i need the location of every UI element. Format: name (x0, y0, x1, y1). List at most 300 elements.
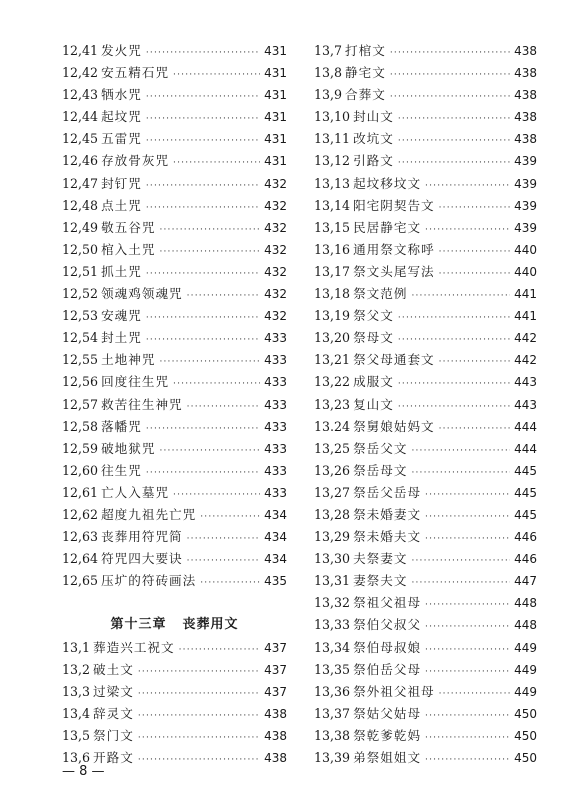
toc-entry (62, 128, 287, 150)
entry-page-number: 450 (514, 706, 537, 721)
entry-page-number: 433 (264, 375, 287, 390)
entry-title: 祭外祖父祖母 (353, 683, 435, 699)
entry-page-number: 438 (514, 88, 537, 103)
dot-leader (411, 440, 510, 462)
toc-entry (314, 614, 537, 636)
entry-title: 民居静宅文 (353, 219, 422, 235)
entry-page-number: 449 (514, 684, 537, 699)
toc-entry (62, 725, 287, 747)
dot-leader (146, 108, 260, 130)
chapter-title: 丧葬用文 (182, 617, 239, 633)
entry-page-number: 443 (514, 375, 537, 390)
entry-title: 祭舅娘姑妈文 (353, 418, 435, 434)
entry-page-number: 435 (264, 574, 287, 589)
entry-title: 引路文 (353, 153, 394, 169)
entry-page-number: 432 (264, 220, 287, 235)
toc-entry (314, 747, 537, 769)
dot-leader (425, 705, 510, 727)
toc-entry (314, 106, 537, 128)
entry-number: 13,3 (62, 683, 91, 699)
entry-number: 13,35 (314, 661, 351, 677)
entry-page-number: 432 (264, 176, 287, 191)
entry-number: 13,22 (314, 374, 351, 390)
entry-number: 12,56 (62, 374, 99, 390)
dot-leader (159, 351, 260, 373)
entry-title: 封山文 (353, 109, 394, 125)
dot-leader (146, 175, 260, 197)
entry-page-number: 433 (264, 331, 287, 346)
entry-title: 棺入土咒 (101, 241, 156, 257)
toc-entry (62, 305, 287, 327)
entry-title: 静宅文 (345, 65, 386, 81)
entry-page-number: 438 (264, 706, 287, 721)
entry-page-number: 432 (264, 198, 287, 213)
entry-page-number: 432 (264, 309, 287, 324)
entry-number: 12,46 (62, 153, 99, 169)
entry-page-number: 439 (514, 176, 537, 191)
dot-leader (439, 683, 510, 705)
entry-page-number: 446 (514, 552, 537, 567)
entry-page-number: 433 (264, 353, 287, 368)
dot-leader (138, 683, 260, 705)
toc-entry (62, 504, 287, 526)
entry-number: 12,61 (62, 484, 99, 500)
dot-leader (411, 572, 510, 594)
dot-leader (439, 263, 510, 285)
entry-number: 12,48 (62, 197, 99, 213)
entry-title: 亡人入墓咒 (101, 484, 170, 500)
dot-leader (398, 108, 510, 130)
entry-title: 点土咒 (101, 197, 142, 213)
entry-number: 13,26 (314, 462, 351, 478)
entry-page-number: 439 (514, 198, 537, 213)
entry-page-number: 441 (514, 309, 537, 324)
dot-leader (200, 572, 260, 594)
toc-entry (314, 40, 537, 62)
entry-title: 符咒四大要诀 (101, 551, 183, 567)
dot-leader (439, 197, 510, 219)
dot-leader (159, 219, 260, 241)
toc-entry (314, 504, 537, 526)
entry-page-number: 433 (264, 463, 287, 478)
entry-title: 通用祭文称呼 (353, 241, 435, 257)
dot-leader (173, 152, 260, 174)
entry-number: 12,64 (62, 551, 99, 567)
entry-number: 13,7 (314, 43, 343, 58)
dot-leader (187, 528, 260, 550)
entry-number: 13,19 (314, 308, 351, 324)
entry-number: 12,59 (62, 440, 99, 456)
entry-page-number: 444 (514, 419, 537, 434)
toc-entry (314, 128, 537, 150)
toc-entry (314, 659, 537, 681)
entry-number: 12,65 (62, 573, 99, 589)
toc-entry (314, 173, 537, 195)
entry-number: 13,27 (314, 484, 351, 500)
dot-leader (146, 42, 260, 64)
entry-title: 祭文范例 (353, 286, 408, 302)
toc-entry (314, 570, 537, 592)
dot-leader (398, 152, 510, 174)
toc-entry (314, 482, 537, 504)
dot-leader (146, 130, 260, 152)
entry-number: 12,63 (62, 529, 99, 545)
entry-page-number: 433 (264, 419, 287, 434)
entry-number: 12,60 (62, 462, 99, 478)
toc-entry (314, 681, 537, 703)
dot-leader (425, 175, 510, 197)
entry-number: 13,13 (314, 175, 351, 191)
toc-entry (62, 482, 287, 504)
entry-number: 12,49 (62, 219, 99, 235)
toc-entry (62, 526, 287, 548)
entry-title: 祭岳父岳母 (353, 484, 422, 500)
entry-title: 妻祭夫文 (353, 573, 408, 589)
entry-page-number: 431 (264, 44, 287, 58)
toc-entry (62, 195, 287, 217)
entry-number: 13,34 (314, 639, 351, 655)
entry-title: 祭乾爹乾妈 (353, 727, 422, 743)
entry-number: 13,25 (314, 440, 351, 456)
entry-number: 13,14 (314, 197, 351, 213)
entry-number: 13,37 (314, 705, 351, 721)
entry-title: 成服文 (353, 374, 394, 390)
entry-number: 12,45 (62, 131, 99, 147)
entry-page-number: 450 (514, 751, 537, 765)
entry-page-number: 438 (264, 751, 287, 765)
entry-title: 合葬文 (345, 87, 386, 103)
entry-page-number: 437 (264, 684, 287, 699)
entry-page-number: 439 (514, 220, 537, 235)
entry-number: 12,55 (62, 352, 99, 368)
toc-entry (62, 570, 287, 592)
dot-leader (159, 241, 260, 263)
toc-entry (62, 548, 287, 570)
entry-title: 丧葬用符咒简 (101, 529, 183, 545)
entry-number: 12,41 (62, 43, 99, 58)
entry-page-number: 438 (514, 110, 537, 125)
toc-entry (314, 725, 537, 747)
entry-title: 开路文 (93, 750, 134, 765)
toc-chapter-13-entries-continued (314, 40, 537, 769)
entry-number: 13,16 (314, 241, 351, 257)
entry-title: 抓土咒 (101, 263, 142, 279)
dot-leader (425, 727, 510, 749)
entry-title: 辞灵文 (93, 705, 134, 721)
entry-page-number: 431 (264, 88, 287, 103)
toc-entry (314, 261, 537, 283)
toc-entry (62, 394, 287, 416)
entry-title: 葬造兴工祝文 (93, 639, 175, 655)
dot-leader (146, 307, 260, 329)
entry-title: 祭未婚夫文 (353, 529, 422, 545)
toc-entry (62, 40, 287, 62)
entry-number: 13,12 (314, 153, 351, 169)
entry-page-number: 447 (514, 574, 537, 589)
entry-number: 13,38 (314, 727, 351, 743)
entry-number: 13,9 (314, 87, 343, 103)
entry-number: 12,53 (62, 308, 99, 324)
dot-leader (425, 528, 510, 550)
dot-leader (146, 86, 260, 108)
entry-title: 领魂鸡领魂咒 (101, 286, 183, 302)
dot-leader (439, 241, 510, 263)
entry-number: 12,58 (62, 418, 99, 434)
entry-number: 13,4 (62, 705, 91, 721)
entry-page-number: 432 (264, 287, 287, 302)
entry-title: 阳宅阴契告文 (353, 197, 435, 213)
entry-page-number: 445 (514, 485, 537, 500)
toc-entry (314, 305, 537, 327)
toc-entry (314, 349, 537, 371)
entry-title: 祭伯岳父母 (353, 661, 422, 677)
entry-title: 超度九祖先亡咒 (101, 506, 197, 522)
dot-leader (398, 329, 510, 351)
dot-leader (398, 396, 510, 418)
entry-title: 往生咒 (101, 462, 142, 478)
toc-chapter-13-entries (62, 637, 287, 770)
entry-title: 发火咒 (101, 43, 142, 58)
toc-entry (62, 283, 287, 305)
chapter-heading (62, 592, 287, 636)
toc-chapter-12-entries (62, 40, 287, 592)
entry-number: 13,23 (314, 396, 351, 412)
entry-title: 祭门文 (93, 727, 134, 743)
toc-entry (62, 62, 287, 84)
entry-number: 13,33 (314, 617, 351, 633)
entry-title: 祭姑父姑母 (353, 705, 422, 721)
dot-leader (425, 484, 510, 506)
entry-page-number: 438 (514, 132, 537, 147)
chapter-number: 第十三章 (110, 617, 167, 633)
entry-title: 五雷咒 (101, 131, 142, 147)
dot-leader (138, 661, 260, 683)
entry-page-number: 444 (514, 441, 537, 456)
dot-leader (425, 219, 510, 241)
entry-page-number: 438 (514, 44, 537, 58)
toc-entry (314, 592, 537, 614)
page-number-footer: — 8 — (62, 764, 105, 779)
entry-title: 落幡咒 (101, 418, 142, 434)
toc-left-column (62, 40, 287, 769)
entry-title: 救苦往生神咒 (101, 396, 183, 412)
dot-leader (439, 418, 510, 440)
dot-leader (398, 373, 510, 395)
dot-leader (425, 749, 510, 771)
toc-entry (314, 239, 537, 261)
entry-title: 起坟咒 (101, 109, 142, 125)
entry-number: 13,11 (314, 131, 351, 147)
toc-entry (62, 460, 287, 482)
toc-entry (62, 84, 287, 106)
entry-page-number: 434 (264, 552, 287, 567)
entry-number: 13,6 (62, 750, 91, 765)
dot-leader (425, 616, 510, 638)
entry-page-number: 438 (514, 66, 537, 81)
entry-title: 安魂咒 (101, 308, 142, 324)
entry-title: 敬五谷咒 (101, 219, 156, 235)
toc-entry (314, 416, 537, 438)
dot-leader (146, 418, 260, 440)
toc-entry (314, 703, 537, 725)
dot-leader (390, 42, 510, 64)
toc-entry (314, 283, 537, 305)
entry-title: 祭父母通套文 (353, 352, 435, 368)
toc-entry (62, 327, 287, 349)
entry-page-number: 431 (264, 154, 287, 169)
entry-number: 12,62 (62, 506, 99, 522)
entry-page-number: 446 (514, 530, 537, 545)
entry-page-number: 431 (264, 110, 287, 125)
toc-entry (62, 261, 287, 283)
toc-entry (314, 526, 537, 548)
entry-title: 回度往生咒 (101, 374, 170, 390)
dot-leader (390, 64, 510, 86)
entry-page-number: 445 (514, 507, 537, 522)
toc-entry (314, 637, 537, 659)
entry-page-number: 434 (264, 530, 287, 545)
entry-page-number: 438 (264, 728, 287, 743)
dot-leader (411, 550, 510, 572)
entry-number: 13,36 (314, 683, 351, 699)
entry-page-number: 449 (514, 640, 537, 655)
toc-entry (62, 416, 287, 438)
entry-number: 13,1 (62, 639, 91, 655)
entry-page-number: 440 (514, 264, 537, 279)
dot-leader (200, 506, 260, 528)
entry-number: 13,39 (314, 750, 351, 765)
dot-leader (411, 285, 510, 307)
entry-page-number: 432 (264, 242, 287, 257)
dot-leader (138, 749, 260, 771)
entry-title: 祭未婚妻文 (353, 506, 422, 522)
entry-number: 13,2 (62, 661, 91, 677)
entry-number: 13,20 (314, 330, 351, 346)
entry-title: 封土咒 (101, 330, 142, 346)
entry-page-number: 437 (264, 640, 287, 655)
entry-number: 12,54 (62, 330, 99, 346)
entry-title: 祭伯父叔父 (353, 617, 422, 633)
entry-number: 13,21 (314, 352, 351, 368)
entry-page-number: 433 (264, 441, 287, 456)
entry-title: 祭岳父文 (353, 440, 408, 456)
entry-number: 13,30 (314, 551, 351, 567)
toc-entry (62, 217, 287, 239)
entry-page-number: 433 (264, 397, 287, 412)
dot-leader (425, 594, 510, 616)
toc-entry (62, 659, 287, 681)
dot-leader (439, 351, 510, 373)
entry-number: 13,32 (314, 595, 351, 611)
entry-page-number: 450 (514, 728, 537, 743)
entry-page-number: 443 (514, 397, 537, 412)
dot-leader (187, 285, 260, 307)
entry-number: 13,28 (314, 506, 351, 522)
toc-entry (314, 327, 537, 349)
entry-page-number: 433 (264, 485, 287, 500)
entry-page-number: 448 (514, 596, 537, 611)
entry-number: 12,44 (62, 109, 99, 125)
entry-page-number: 445 (514, 463, 537, 478)
entry-number: 12,43 (62, 87, 99, 103)
toc-entry (62, 106, 287, 128)
entry-title: 祭母文 (353, 330, 394, 346)
entry-title: 复山文 (353, 396, 394, 412)
entry-page-number: 448 (514, 618, 537, 633)
toc-right-column (314, 40, 537, 769)
dot-leader (146, 462, 260, 484)
entry-title: 破土文 (93, 661, 134, 677)
dot-leader (146, 197, 260, 219)
toc-entry (314, 460, 537, 482)
entry-title: 封钉咒 (101, 175, 142, 191)
entry-number: 12,42 (62, 65, 99, 81)
dot-leader (173, 64, 260, 86)
dot-leader (187, 550, 260, 572)
entry-number: 13,5 (62, 727, 91, 743)
toc-entry (314, 548, 537, 570)
entry-title: 安五精石咒 (101, 65, 170, 81)
dot-leader (179, 639, 260, 661)
entry-number: 13,31 (314, 573, 351, 589)
dot-leader (425, 639, 510, 661)
toc-entry (62, 173, 287, 195)
entry-title: 土地神咒 (101, 352, 156, 368)
toc-entry (314, 371, 537, 393)
entry-page-number: 441 (514, 287, 537, 302)
entry-number: 12,51 (62, 263, 99, 279)
toc-entry (314, 62, 537, 84)
dot-leader (173, 373, 260, 395)
dot-leader (390, 86, 510, 108)
dot-leader (173, 484, 260, 506)
toc-entry (314, 394, 537, 416)
dot-leader (138, 705, 260, 727)
entry-page-number: 434 (264, 507, 287, 522)
toc-entry (314, 217, 537, 239)
entry-title: 压圹的符砖画法 (101, 573, 197, 589)
entry-title: 存放骨灰咒 (101, 153, 170, 169)
entry-page-number: 439 (514, 154, 537, 169)
entry-number: 13,15 (314, 219, 351, 235)
entry-number: 13,18 (314, 286, 351, 302)
dot-leader (398, 130, 510, 152)
entry-title: 弟祭姐姐文 (353, 750, 422, 765)
toc-entry (314, 438, 537, 460)
entry-page-number: 442 (514, 331, 537, 346)
dot-leader (146, 263, 260, 285)
dot-leader (411, 462, 510, 484)
entry-number: 13,17 (314, 263, 351, 279)
entry-title: 夫祭妻文 (353, 551, 408, 567)
entry-page-number: 437 (264, 662, 287, 677)
entry-page-number: 431 (264, 132, 287, 147)
entry-number: 13,8 (314, 65, 343, 81)
toc-entry (62, 150, 287, 172)
entry-number: 13,10 (314, 109, 351, 125)
entry-title: 改坑文 (353, 131, 394, 147)
entry-number: 12,57 (62, 396, 99, 412)
dot-leader (187, 396, 260, 418)
dot-leader (138, 727, 260, 749)
entry-number: 12,52 (62, 286, 99, 302)
dot-leader (425, 506, 510, 528)
toc-entry (314, 150, 537, 172)
entry-title: 祭文头尾写法 (353, 263, 435, 279)
entry-title: 起坟移坟文 (353, 175, 422, 191)
toc-entry (62, 703, 287, 725)
entry-title: 过梁文 (93, 683, 134, 699)
